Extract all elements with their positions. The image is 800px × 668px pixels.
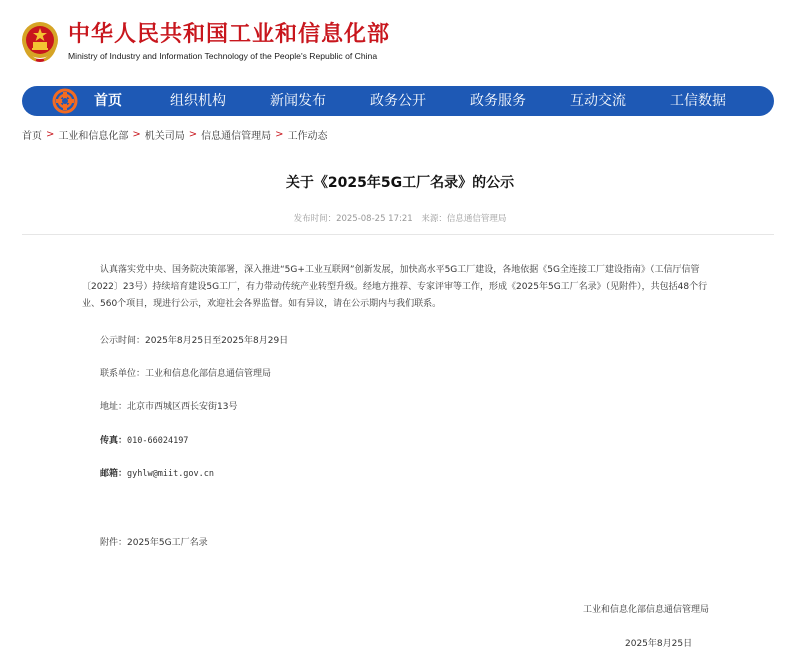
article-title: 关于《2025年5G工厂名录》的公示 [285, 175, 515, 191]
site-title-en: Ministry of Industry and Information Technology of the People's Republic of China [68, 51, 378, 61]
nav-item-government-services[interactable]: 政务服务 [470, 93, 526, 109]
breadcrumb-separator: > [132, 129, 141, 140]
breadcrumb-work-updates[interactable]: 工作动态 [287, 131, 328, 142]
site-titles [68, 22, 390, 62]
nav-item-news[interactable]: 新闻发布 [270, 93, 326, 109]
contact-unit: 联系单位：工业和信息化部信息通信管理局 [100, 369, 272, 379]
breadcrumb-home[interactable]: 首页 [22, 131, 42, 142]
site-header [20, 18, 390, 66]
email-value[interactable]: gyhlw@miit.gov.cn [127, 469, 215, 479]
breadcrumb [22, 127, 328, 142]
email-label: 邮箱： [100, 469, 128, 479]
breadcrumb-separator: > [188, 129, 198, 140]
attachment-link[interactable]: 附件：2025年5G工厂名录 [100, 538, 208, 548]
breadcrumb-departments[interactable]: 机关司局 [144, 131, 185, 142]
fax-value: 010-66024197 [127, 436, 189, 446]
title-divider [22, 234, 774, 235]
article-meta [0, 212, 800, 224]
contact-address: 地址：北京市西城区西长安街13号 [100, 402, 238, 412]
publicity-time: 公示时间：2025年8月25日至2025年8月29日 [100, 336, 289, 346]
nav-item-government-affairs[interactable]: 政务公开 [370, 93, 426, 109]
signature-date: 2025年8月25日 [625, 639, 693, 649]
nav-item-interaction[interactable]: 互动交流 [570, 93, 626, 109]
site-title-cn[interactable]: 中华人民共和国工业和信息化部 [68, 22, 391, 47]
nav-item-data[interactable]: 工信数据 [670, 93, 726, 109]
fax-label: 传真： [100, 436, 128, 446]
breadcrumb-separator: > [275, 129, 284, 140]
main-nav [22, 86, 774, 116]
signature: 工业和信息化部信息通信管理局 [583, 605, 710, 615]
breadcrumb-separator: > [46, 129, 55, 140]
contact-fax [100, 433, 188, 446]
breadcrumb-bureau[interactable]: 信息通信管理局 [201, 131, 272, 142]
miit-logo-icon[interactable] [52, 88, 78, 114]
nav-item-home[interactable]: 首页 [94, 93, 122, 109]
nav-item-organization[interactable]: 组织机构 [170, 93, 226, 109]
national-emblem-icon[interactable] [20, 20, 60, 64]
publish-time: 发布时间：2025-08-25 17:21 [293, 214, 413, 224]
article-source: 来源：信息通信管理局 [421, 214, 507, 224]
contact-email [100, 466, 214, 479]
article-paragraph: 认真落实党中央、国务院决策部署，深入推进“5G+工业互联网”创新发展，加快高水平5G工厂建设，各地依据《5G全连接工厂建设指南》（工信厅信管〔2022〕23号）持续培育建设5G工厂，有力带动传统产业转型升级。经地方推荐、专家评审等工作，形成《2025年5G工厂名录》（见附件），共包括48个行业、560个项目，现进行公示，欢迎社会各界监督。如有异议，请在公示期内与我们联系。 [82, 265, 708, 309]
breadcrumb-ministry[interactable]: 工业和信息化部 [58, 131, 129, 142]
